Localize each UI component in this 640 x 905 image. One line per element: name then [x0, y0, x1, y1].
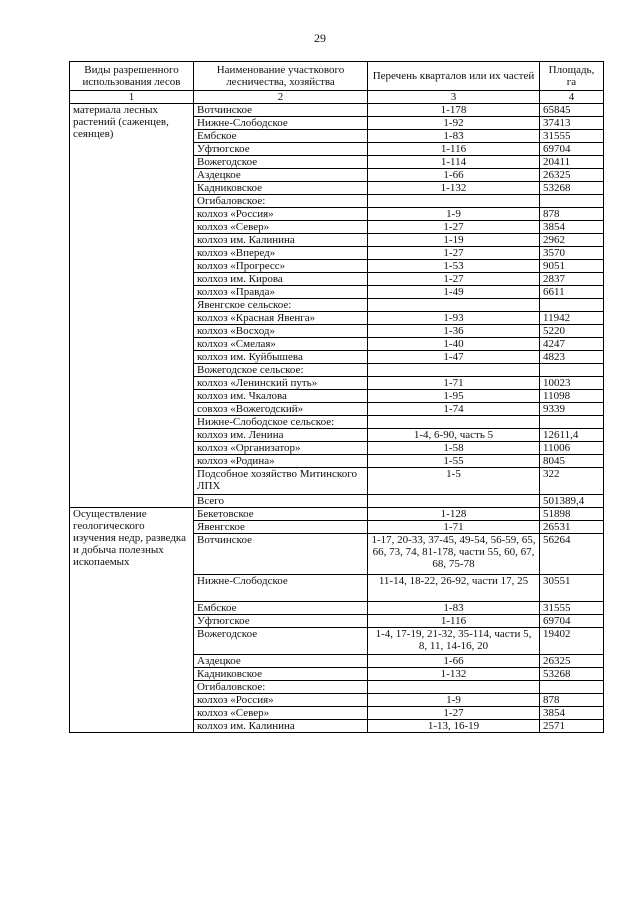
table-cell: колхоз «Вперед»	[194, 247, 368, 260]
table-header-row	[70, 62, 604, 91]
table-cell: 1-114	[368, 156, 540, 169]
table-cell: 9051	[540, 260, 604, 273]
table-cell: 1-27	[368, 221, 540, 234]
table-cell: колхоз «Россия»	[194, 208, 368, 221]
column-number: 3	[368, 91, 540, 104]
table-cell	[540, 195, 604, 208]
table-cell: колхоз «Север»	[194, 707, 368, 720]
table-cell: Уфтюгское	[194, 615, 368, 628]
table-cell	[368, 416, 540, 429]
table-cell: Огибаловское:	[194, 195, 368, 208]
table-cell: 1-83	[368, 602, 540, 615]
table-cell: 1-95	[368, 390, 540, 403]
table-cell: колхоз им. Куйбышева	[194, 351, 368, 364]
table-cell: 1-9	[368, 208, 540, 221]
table-cell: 31555	[540, 602, 604, 615]
column-number: 4	[540, 91, 604, 104]
forest-use-table	[69, 61, 604, 733]
table-cell	[368, 299, 540, 312]
header-use-type: Виды разрешенного использования лесов	[70, 62, 194, 91]
table-cell	[540, 416, 604, 429]
table-cell: Уфтюгское	[194, 143, 368, 156]
table-cell: 4247	[540, 338, 604, 351]
table-cell: колхоз «Россия»	[194, 694, 368, 707]
table-cell: 1-27	[368, 247, 540, 260]
table-cell: 2962	[540, 234, 604, 247]
table-cell: 69704	[540, 615, 604, 628]
table-cell	[368, 681, 540, 694]
table-cell	[368, 495, 540, 508]
table-cell	[540, 681, 604, 694]
table-cell: 11098	[540, 390, 604, 403]
table-cell: 19402	[540, 628, 604, 655]
table-cell: 53268	[540, 668, 604, 681]
table-cell: Кадниковское	[194, 182, 368, 195]
table-cell: 1-27	[368, 273, 540, 286]
table-cell: совхоз «Вожегодский»	[194, 403, 368, 416]
table-cell: 1-4, 6-90, часть 5	[368, 429, 540, 442]
use-type-cell: материала лесных растений (саженцев, сеянцев)	[70, 104, 194, 508]
table-cell: Огибаловское:	[194, 681, 368, 694]
table-cell: 53268	[540, 182, 604, 195]
table-cell: 2837	[540, 273, 604, 286]
table-cell: 1-49	[368, 286, 540, 299]
table-cell: 1-13, 16-19	[368, 720, 540, 733]
table-cell: колхоз «Красная Явенга»	[194, 312, 368, 325]
table-cell: 1-9	[368, 694, 540, 707]
column-number: 2	[194, 91, 368, 104]
table-cell: колхоз «Смелая»	[194, 338, 368, 351]
table-cell: 1-128	[368, 508, 540, 521]
table-cell: 1-17, 20-33, 37-45, 49-54, 56-59, 65, 66, 73, 74, 81-178, части 55, 60, 67, 68, 75-78	[368, 534, 540, 575]
table-cell: 56264	[540, 534, 604, 575]
table-cell: колхоз «Восход»	[194, 325, 368, 338]
table-cell: 1-53	[368, 260, 540, 273]
table-cell: Явенгское	[194, 521, 368, 534]
table-cell: 1-47	[368, 351, 540, 364]
table-cell: 31555	[540, 130, 604, 143]
table-cell: 65845	[540, 104, 604, 117]
table-cell: Нижне-Слободское	[194, 575, 368, 602]
header-quarters: Перечень кварталов или их частей	[368, 62, 540, 91]
table-cell: Аздецкое	[194, 169, 368, 182]
table-cell: 1-36	[368, 325, 540, 338]
table-cell: 30551	[540, 575, 604, 602]
table-cell: 1-93	[368, 312, 540, 325]
table-cell: Вожегодское	[194, 156, 368, 169]
table-cell: 11006	[540, 442, 604, 455]
table-cell: Ембское	[194, 602, 368, 615]
table-cell: 322	[540, 468, 604, 495]
table-cell: 3854	[540, 221, 604, 234]
table-cell: 1-19	[368, 234, 540, 247]
table-cell: 1-4, 17-19, 21-32, 35-114, части 5, 8, 11, 14-16, 20	[368, 628, 540, 655]
column-number: 1	[70, 91, 194, 104]
use-type-cell: Осуществление геологического изучения недр, разведка и добыча полезных ископаемых	[70, 508, 194, 733]
table-cell: 1-71	[368, 377, 540, 390]
table-cell: Кадниковское	[194, 668, 368, 681]
table-cell: 1-92	[368, 117, 540, 130]
table-cell: 69704	[540, 143, 604, 156]
table-cell: колхоз «Север»	[194, 221, 368, 234]
table-cell: 501389,4	[540, 495, 604, 508]
table-cell: 51898	[540, 508, 604, 521]
table-row	[70, 508, 604, 521]
table-cell: Нижне-Слободское	[194, 117, 368, 130]
table-cell: колхоз «Прогресс»	[194, 260, 368, 273]
table-cell: 1-71	[368, 521, 540, 534]
table-cell: 1-66	[368, 169, 540, 182]
table-cell: 5220	[540, 325, 604, 338]
table-cell: колхоз им. Калинина	[194, 720, 368, 733]
table-cell: 878	[540, 694, 604, 707]
table-cell: Подсобное хозяйство Митинского ЛПХ	[194, 468, 368, 495]
table-cell	[368, 364, 540, 377]
table-cell: 1-58	[368, 442, 540, 455]
table-cell: колхоз им. Чкалова	[194, 390, 368, 403]
table-cell: 1-74	[368, 403, 540, 416]
table-cell: 3570	[540, 247, 604, 260]
table-cell: колхоз им. Ленина	[194, 429, 368, 442]
table-cell: 1-116	[368, 143, 540, 156]
table-cell: 1-40	[368, 338, 540, 351]
table-cell: 26325	[540, 655, 604, 668]
table-cell: Ембское	[194, 130, 368, 143]
table-cell: 1-116	[368, 615, 540, 628]
table-cell: 1-132	[368, 668, 540, 681]
table-cell: 8045	[540, 455, 604, 468]
table-cell: Явенгское сельское:	[194, 299, 368, 312]
table-cell: 1-178	[368, 104, 540, 117]
table-cell: 1-55	[368, 455, 540, 468]
table-cell: 37413	[540, 117, 604, 130]
table-cell: 6611	[540, 286, 604, 299]
table-cell: колхоз «Правда»	[194, 286, 368, 299]
table-row	[70, 104, 604, 117]
table-cell	[540, 364, 604, 377]
table-cell	[368, 195, 540, 208]
table-cell: 1-27	[368, 707, 540, 720]
table-cell: 3854	[540, 707, 604, 720]
table-cell: 878	[540, 208, 604, 221]
table-cell: 26531	[540, 521, 604, 534]
table-cell: 26325	[540, 169, 604, 182]
table-cell: Бекетовское	[194, 508, 368, 521]
table-cell: 10023	[540, 377, 604, 390]
table-cell: колхоз им. Калинина	[194, 234, 368, 247]
table-cell: колхоз «Организатор»	[194, 442, 368, 455]
table-cell: колхоз «Ленинский путь»	[194, 377, 368, 390]
table-cell: 1-66	[368, 655, 540, 668]
table-cell: Вотчинское	[194, 534, 368, 575]
header-forestry-name: Наименование участкового лесничества, хозяйства	[194, 62, 368, 91]
table-cell: 4823	[540, 351, 604, 364]
table-cell: Вожегодское сельское:	[194, 364, 368, 377]
table-cell: Аздецкое	[194, 655, 368, 668]
table-cell: 1-132	[368, 182, 540, 195]
table-cell: Всего	[194, 495, 368, 508]
page-number: 29	[314, 31, 326, 45]
table-cell: Вотчинское	[194, 104, 368, 117]
table-cell: 1-83	[368, 130, 540, 143]
table-cell: 1-5	[368, 468, 540, 495]
column-number-row	[70, 91, 604, 104]
table-cell: колхоз «Родина»	[194, 455, 368, 468]
header-area: Площадь, га	[540, 62, 604, 91]
table-cell: 11-14, 18-22, 26-92, части 17, 25	[368, 575, 540, 602]
table-cell	[540, 299, 604, 312]
table-cell: 20411	[540, 156, 604, 169]
table-cell: 12611,4	[540, 429, 604, 442]
table-cell: 2571	[540, 720, 604, 733]
table-cell: колхоз им. Кирова	[194, 273, 368, 286]
table-cell: 9339	[540, 403, 604, 416]
table-cell: 11942	[540, 312, 604, 325]
table-cell: Нижне-Слободское сельское:	[194, 416, 368, 429]
table-cell: Вожегодское	[194, 628, 368, 655]
